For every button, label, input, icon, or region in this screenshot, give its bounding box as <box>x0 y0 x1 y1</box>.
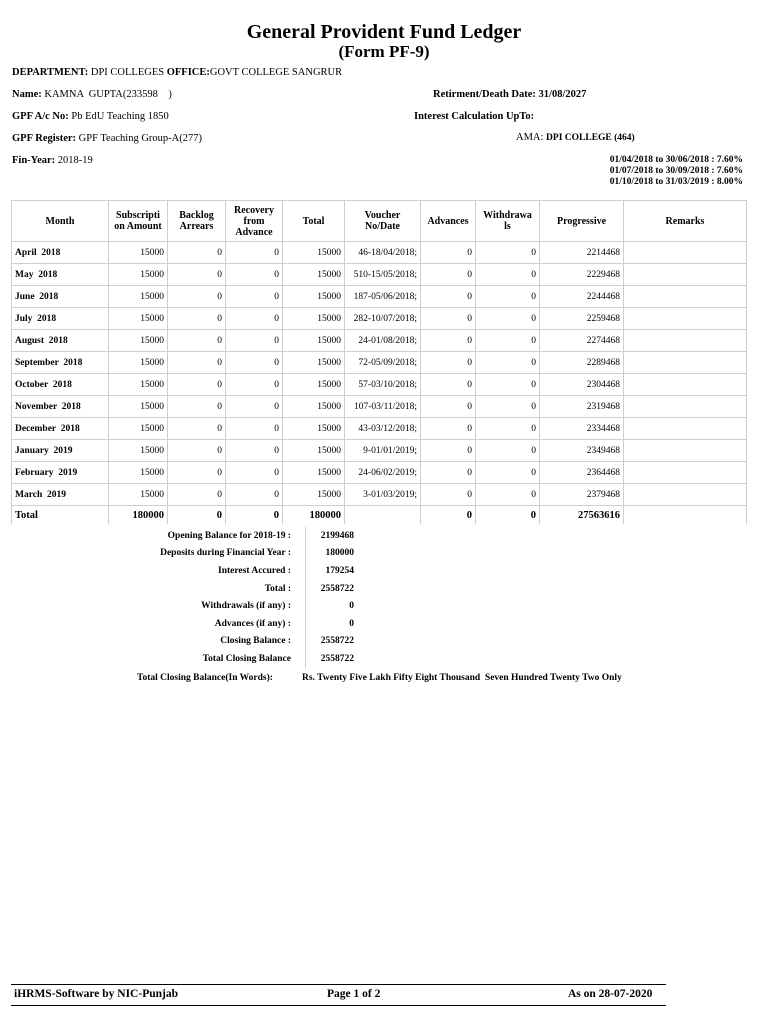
footer-rule-bottom <box>11 1005 666 1006</box>
column-header-backlog-arrears: Backlog Arrears <box>168 201 226 242</box>
cell-backlog-arrears: 0 <box>168 418 226 440</box>
cell-backlog-arrears: 0 <box>168 330 226 352</box>
cell-recovery-advance: 0 <box>226 396 283 418</box>
interest-upto-line <box>414 111 534 122</box>
summary-value: 180000 <box>325 548 354 559</box>
cell-subscription: 15000 <box>109 286 168 308</box>
ledger-table <box>11 200 747 524</box>
column-header-recovery-advance: Recovery from Advance <box>226 201 283 242</box>
cell-remarks <box>624 484 747 506</box>
cell-progressive: 2379468 <box>540 484 624 506</box>
cell-recovery-advance: 0 <box>226 286 283 308</box>
cell-progressive: 2259468 <box>540 308 624 330</box>
summary-row <box>128 650 354 668</box>
cell-backlog-arrears: 0 <box>168 374 226 396</box>
cell-month: April 2018 <box>12 242 109 264</box>
words-label: Total Closing Balance(In Words): <box>137 673 273 683</box>
office-value: GOVT COLLEGE SANGRUR <box>209 67 343 78</box>
cell-subscription: 15000 <box>109 396 168 418</box>
total-cell-recovery-advance: 0 <box>226 506 283 525</box>
summary-label: Withdrawals (if any) : <box>201 601 291 612</box>
cell-month: September 2018 <box>12 352 109 374</box>
cell-voucher: 282-10/07/2018; <box>345 308 421 330</box>
total-cell-subscription: 180000 <box>109 506 168 525</box>
total-cell-month: Total <box>12 506 109 525</box>
cell-recovery-advance: 0 <box>226 330 283 352</box>
interest-rate-3: 01/10/2018 to 31/03/2019 : 8.00% <box>609 177 743 187</box>
summary-value: 2558722 <box>320 583 354 594</box>
cell-subscription: 15000 <box>109 440 168 462</box>
summary-row <box>128 562 354 580</box>
summary-divider <box>297 597 306 615</box>
column-header-voucher: Voucher No/Date <box>345 201 421 242</box>
cell-remarks <box>624 352 747 374</box>
table-row <box>12 242 747 264</box>
cell-subscription: 15000 <box>109 264 168 286</box>
cell-voucher: 24-01/08/2018; <box>345 330 421 352</box>
cell-month: August 2018 <box>12 330 109 352</box>
summary-row <box>128 633 354 651</box>
cell-advances: 0 <box>421 308 476 330</box>
cell-voucher: 9-01/01/2019; <box>345 440 421 462</box>
cell-month: December 2018 <box>12 418 109 440</box>
cell-month: March 2019 <box>12 484 109 506</box>
total-cell-progressive: 27563616 <box>540 506 624 525</box>
cell-remarks <box>624 264 747 286</box>
cell-subscription: 15000 <box>109 352 168 374</box>
cell-remarks <box>624 242 747 264</box>
column-header-remarks: Remarks <box>624 201 747 242</box>
retirement-value: 31/08/2027 <box>538 89 587 100</box>
cell-advances: 0 <box>421 418 476 440</box>
total-cell-voucher <box>345 506 421 525</box>
cell-remarks <box>624 440 747 462</box>
total-cell-total: 180000 <box>283 506 345 525</box>
summary-value: 0 <box>349 618 354 629</box>
cell-progressive: 2334468 <box>540 418 624 440</box>
cell-backlog-arrears: 0 <box>168 308 226 330</box>
summary-row <box>128 527 354 545</box>
cell-remarks <box>624 418 747 440</box>
cell-progressive: 2319468 <box>540 396 624 418</box>
cell-month: February 2019 <box>12 462 109 484</box>
ama-label: AMA: <box>516 132 544 143</box>
interest-rate-1: 01/04/2018 to 30/06/2018 : 7.60% <box>609 155 743 165</box>
cell-progressive: 2349468 <box>540 440 624 462</box>
cell-backlog-arrears: 0 <box>168 440 226 462</box>
cell-progressive: 2274468 <box>540 330 624 352</box>
table-row <box>12 286 747 308</box>
table-row <box>12 396 747 418</box>
cell-backlog-arrears: 0 <box>168 462 226 484</box>
summary-row <box>128 615 354 633</box>
summary-divider <box>297 633 306 651</box>
table-row <box>12 440 747 462</box>
cell-advances: 0 <box>421 484 476 506</box>
cell-advances: 0 <box>421 330 476 352</box>
column-header-advances: Advances <box>421 201 476 242</box>
cell-total: 15000 <box>283 330 345 352</box>
cell-month: June 2018 <box>12 286 109 308</box>
column-header-subscription: Subscripti on Amount <box>109 201 168 242</box>
cell-withdrawals: 0 <box>476 308 540 330</box>
summary-value: 179254 <box>325 565 354 576</box>
summary-divider <box>297 545 306 563</box>
ama-value: DPI COLLEGE (464) <box>546 133 635 143</box>
cell-total: 15000 <box>283 352 345 374</box>
cell-advances: 0 <box>421 440 476 462</box>
name-label: Name: <box>12 89 42 100</box>
page-title: General Provident Fund Ledger <box>246 21 522 43</box>
footer-as-on-date: As on 28-07-2020 <box>568 988 653 1000</box>
summary-label: Opening Balance for 2018-19 : <box>167 530 291 541</box>
cell-remarks <box>624 462 747 484</box>
column-header-progressive: Progressive <box>540 201 624 242</box>
gpf-account-line <box>12 111 169 122</box>
cell-month: July 2018 <box>12 308 109 330</box>
table-row <box>12 352 747 374</box>
summary-row <box>128 545 354 563</box>
cell-recovery-advance: 0 <box>226 242 283 264</box>
cell-subscription: 15000 <box>109 484 168 506</box>
ama-line <box>516 132 635 143</box>
cell-month: November 2018 <box>12 396 109 418</box>
cell-withdrawals: 0 <box>476 484 540 506</box>
cell-backlog-arrears: 0 <box>168 286 226 308</box>
cell-advances: 0 <box>421 264 476 286</box>
cell-advances: 0 <box>421 462 476 484</box>
cell-total: 15000 <box>283 308 345 330</box>
cell-subscription: 15000 <box>109 418 168 440</box>
table-row <box>12 330 747 352</box>
cell-remarks <box>624 308 747 330</box>
interest-upto-label: Interest Calculation UpTo: <box>414 111 535 122</box>
cell-withdrawals: 0 <box>476 352 540 374</box>
footer-page-number: Page 1 of 2 <box>327 988 381 1000</box>
cell-backlog-arrears: 0 <box>168 352 226 374</box>
department-label: DEPARTMENT: <box>12 67 89 78</box>
cell-recovery-advance: 0 <box>226 308 283 330</box>
total-cell-backlog-arrears: 0 <box>168 506 226 525</box>
cell-advances: 0 <box>421 242 476 264</box>
cell-total: 15000 <box>283 374 345 396</box>
total-cell-withdrawals: 0 <box>476 506 540 525</box>
table-row <box>12 264 747 286</box>
cell-progressive: 2289468 <box>540 352 624 374</box>
cell-advances: 0 <box>421 396 476 418</box>
cell-voucher: 72-05/09/2018; <box>345 352 421 374</box>
total-cell-remarks <box>624 506 747 525</box>
gpf-account-value: Pb EdU Teaching 1850 <box>71 111 169 122</box>
cell-remarks <box>624 396 747 418</box>
finyear-value: 2018-19 <box>57 155 93 166</box>
cell-progressive: 2229468 <box>540 264 624 286</box>
cell-total: 15000 <box>283 286 345 308</box>
register-label: GPF Register: <box>12 133 77 144</box>
cell-withdrawals: 0 <box>476 396 540 418</box>
cell-month: May 2018 <box>12 264 109 286</box>
cell-total: 15000 <box>283 484 345 506</box>
cell-withdrawals: 0 <box>476 242 540 264</box>
cell-subscription: 15000 <box>109 330 168 352</box>
summary-value: 2558722 <box>320 636 354 647</box>
summary-value: 2558722 <box>320 653 354 664</box>
cell-month: January 2019 <box>12 440 109 462</box>
column-header-withdrawals: Withdrawa ls <box>476 201 540 242</box>
cell-total: 15000 <box>283 462 345 484</box>
cell-withdrawals: 0 <box>476 418 540 440</box>
ledger-header <box>12 201 747 242</box>
name-value: KAMNA GUPTA(233598 ) <box>44 89 172 100</box>
cell-voucher: 107-03/11/2018; <box>345 396 421 418</box>
summary-divider <box>297 562 306 580</box>
cell-advances: 0 <box>421 286 476 308</box>
cell-recovery-advance: 0 <box>226 440 283 462</box>
finyear-label: Fin-Year: <box>12 155 56 166</box>
summary-value: 0 <box>349 601 354 612</box>
cell-advances: 0 <box>421 352 476 374</box>
summary-divider <box>297 527 306 545</box>
summary-label: Deposits during Financial Year : <box>160 548 291 559</box>
summary-divider <box>297 650 306 668</box>
ledger-total <box>12 506 747 525</box>
cell-total: 15000 <box>283 440 345 462</box>
cell-withdrawals: 0 <box>476 374 540 396</box>
cell-month: October 2018 <box>12 374 109 396</box>
form-subtitle: (Form PF-9) <box>338 42 430 61</box>
cell-recovery-advance: 0 <box>226 484 283 506</box>
total-cell-advances: 0 <box>421 506 476 525</box>
cell-backlog-arrears: 0 <box>168 264 226 286</box>
retirement-label: Retirment/Death Date: <box>433 89 536 100</box>
department-line <box>12 67 342 78</box>
cell-voucher: 43-03/12/2018; <box>345 418 421 440</box>
summary-label: Total : <box>264 583 291 594</box>
summary-label: Total Closing Balance <box>202 653 291 664</box>
retirement-line <box>433 89 586 100</box>
cell-total: 15000 <box>283 264 345 286</box>
table-row <box>12 462 747 484</box>
name-line <box>12 89 172 100</box>
cell-remarks <box>624 286 747 308</box>
balance-summary <box>128 527 354 668</box>
summary-value: 2199468 <box>320 530 354 541</box>
cell-subscription: 15000 <box>109 242 168 264</box>
cell-withdrawals: 0 <box>476 286 540 308</box>
column-header-total: Total <box>283 201 345 242</box>
interest-rate-2: 01/07/2018 to 30/09/2018 : 7.60% <box>609 166 743 176</box>
summary-row <box>128 580 354 598</box>
cell-progressive: 2364468 <box>540 462 624 484</box>
cell-recovery-advance: 0 <box>226 374 283 396</box>
cell-subscription: 15000 <box>109 374 168 396</box>
register-value: GPF Teaching Group-A(277) <box>78 133 202 144</box>
cell-recovery-advance: 0 <box>226 462 283 484</box>
cell-backlog-arrears: 0 <box>168 242 226 264</box>
cell-total: 15000 <box>283 418 345 440</box>
footer-software: iHRMS-Software by NIC-Punjab <box>14 988 178 1000</box>
cell-withdrawals: 0 <box>476 440 540 462</box>
cell-remarks <box>624 330 747 352</box>
cell-recovery-advance: 0 <box>226 418 283 440</box>
cell-subscription: 15000 <box>109 462 168 484</box>
table-row <box>12 374 747 396</box>
cell-total: 15000 <box>283 242 345 264</box>
cell-progressive: 2214468 <box>540 242 624 264</box>
cell-voucher: 510-15/05/2018; <box>345 264 421 286</box>
cell-voucher: 24-06/02/2019; <box>345 462 421 484</box>
cell-progressive: 2244468 <box>540 286 624 308</box>
cell-total: 15000 <box>283 396 345 418</box>
cell-voucher: 187-05/06/2018; <box>345 286 421 308</box>
table-row <box>12 308 747 330</box>
office-label: OFFICE: <box>166 67 210 78</box>
summary-label: Interest Accured : <box>218 565 291 576</box>
interest-rates <box>610 155 743 188</box>
finyear-line <box>12 155 93 166</box>
summary-label: Closing Balance : <box>220 636 291 647</box>
cell-recovery-advance: 0 <box>226 352 283 374</box>
summary-row <box>128 597 354 615</box>
cell-progressive: 2304468 <box>540 374 624 396</box>
column-header-month: Month <box>12 201 109 242</box>
summary-divider <box>297 615 306 633</box>
register-line <box>12 133 202 144</box>
cell-remarks <box>624 374 747 396</box>
cell-withdrawals: 0 <box>476 330 540 352</box>
cell-backlog-arrears: 0 <box>168 396 226 418</box>
cell-subscription: 15000 <box>109 308 168 330</box>
words-value: Rs. Twenty Five Lakh Fifty Eight Thousand Seven Hundred Twenty Two Only <box>302 673 622 683</box>
cell-voucher: 46-18/04/2018; <box>345 242 421 264</box>
ledger-body <box>12 242 747 506</box>
cell-withdrawals: 0 <box>476 462 540 484</box>
cell-advances: 0 <box>421 374 476 396</box>
gpf-account-label: GPF A/c No: <box>12 111 69 122</box>
cell-withdrawals: 0 <box>476 264 540 286</box>
summary-label: Advances (if any) : <box>214 618 291 629</box>
cell-voucher: 57-03/10/2018; <box>345 374 421 396</box>
table-row <box>12 418 747 440</box>
footer-rule-top <box>11 984 666 985</box>
table-row <box>12 484 747 506</box>
department-value: DPI COLLEGES <box>90 67 165 78</box>
cell-voucher: 3-01/03/2019; <box>345 484 421 506</box>
cell-recovery-advance: 0 <box>226 264 283 286</box>
summary-divider <box>297 580 306 598</box>
cell-backlog-arrears: 0 <box>168 484 226 506</box>
